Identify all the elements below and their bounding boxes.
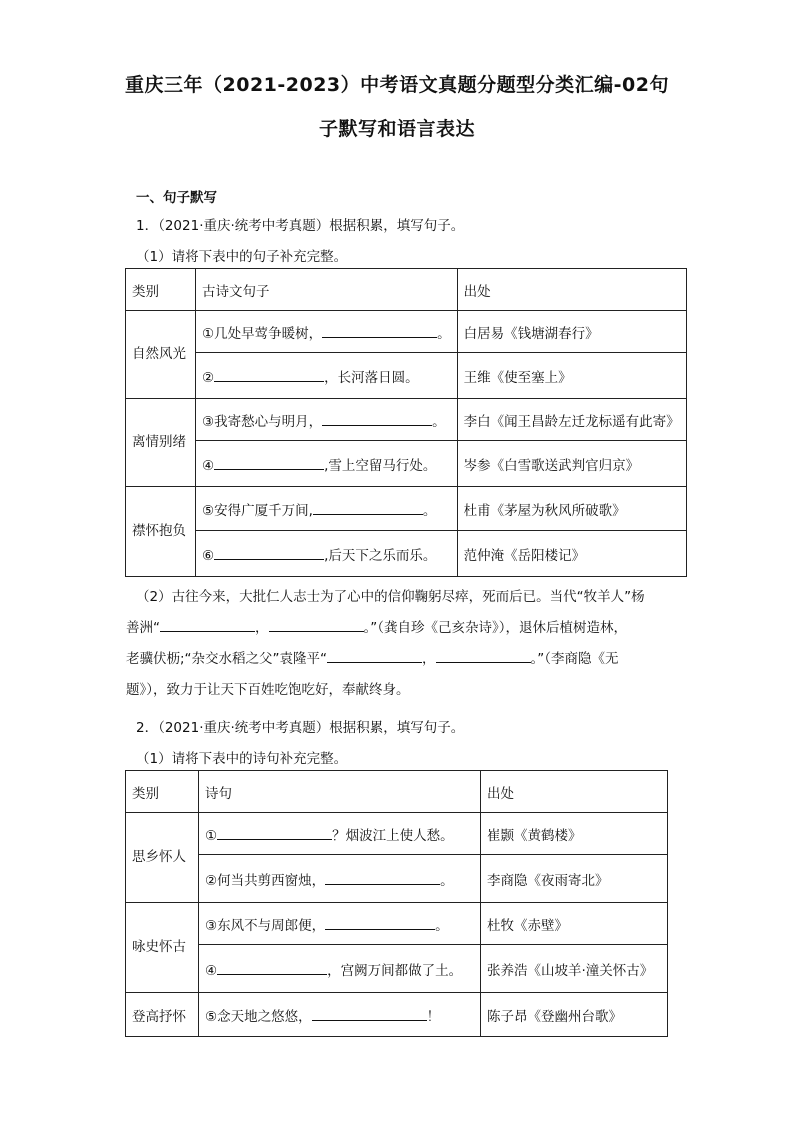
category-cell: 登高抒怀: [126, 993, 199, 1037]
table-row: [126, 487, 687, 531]
source-cell: 杜牧《赤壁》: [481, 903, 668, 945]
source-cell: 李白《闻王昌龄左迁龙标遥有此寄》: [457, 399, 686, 441]
answer-blank[interactable]: [325, 870, 440, 885]
table-row: [126, 903, 668, 945]
question-1-stem: 1．（2021·重庆·统考中考真题）根据积累，填写句子。: [136, 218, 465, 234]
document-title-line2: 子默写和语言表达: [318, 118, 475, 140]
source-cell: 李商隐《夜雨寄北》: [481, 855, 668, 903]
table-row: [126, 855, 668, 903]
paragraph-line: 题》），致力于让天下百姓吃饱吃好，奉献终身。: [126, 682, 410, 698]
sentence-cell: [196, 353, 458, 399]
sentence-prefix: ④: [202, 457, 215, 474]
verse-cell: [199, 903, 481, 945]
text-fragment: 。”（龚自珍《己亥杂诗》），退休后植树造林，: [363, 620, 627, 636]
source-cell: 杜甫《茅屋为秋风所破歌》: [457, 487, 686, 531]
answer-blank[interactable]: [327, 648, 422, 663]
verse-prefix: ③东风不与周郎便，: [205, 917, 326, 934]
sentence-suffix: ，长河落日圆。: [324, 369, 419, 386]
answer-blank[interactable]: [313, 500, 423, 515]
verse-suffix: ，宫阙万间都做了土。: [327, 962, 463, 979]
sentence-prefix: ⑥: [202, 547, 215, 564]
answer-blank[interactable]: [160, 617, 255, 632]
sentence-suffix: ,后天下之乐而乐。: [324, 547, 437, 564]
source-cell: 范仲淹《岳阳楼记》: [457, 531, 686, 577]
source-cell: 陈子昂《登幽州台歌》: [481, 993, 668, 1037]
text-fragment: ，: [422, 651, 436, 667]
verse-prefix: ②何当共剪西窗烛，: [205, 872, 326, 889]
table-row: [126, 399, 687, 441]
verse-prefix: ④: [205, 962, 218, 979]
sentence-suffix: 。: [422, 502, 437, 519]
text-fragment: 。”（李商隐《无: [530, 651, 619, 667]
category-cell: 咏史怀古: [126, 903, 199, 993]
sentence-suffix: ,雪上空留马行处。: [324, 457, 437, 474]
text-fragment: 善洲“: [126, 620, 160, 636]
section-heading-sentence-dictation: 一、句子默写: [136, 190, 217, 206]
paragraph-line: （2）古往今来，大批仁人志士为了心中的信仰鞠躬尽瘁，死而后已。当代“牧羊人”杨: [136, 589, 645, 605]
verse-cell: [199, 993, 481, 1037]
header-verse: 诗句: [199, 771, 481, 813]
header-category: 类别: [126, 771, 199, 813]
answer-blank[interactable]: [436, 648, 531, 663]
source-cell: 岑参《白雪歌送武判官归京》: [457, 441, 686, 487]
table-row: [126, 353, 687, 399]
question-2-table: [125, 770, 668, 1037]
sentence-suffix: 。: [432, 413, 446, 430]
sentence-cell: [196, 531, 458, 577]
header-source: 出处: [457, 269, 686, 311]
question-1-table: [125, 268, 687, 577]
header-source: 出处: [481, 771, 668, 813]
category-cell: 自然风光: [126, 311, 196, 399]
answer-blank[interactable]: [322, 411, 432, 426]
question-2-stem: 2．（2021·重庆·统考中考真题）根据积累，填写句子。: [136, 720, 465, 736]
table-row: [126, 945, 668, 993]
question-1-subquestion-2: [126, 582, 671, 706]
verse-suffix: ！: [426, 1008, 441, 1025]
table-row: [126, 311, 687, 353]
answer-blank[interactable]: [312, 1006, 427, 1021]
answer-blank[interactable]: [217, 825, 332, 840]
source-cell: 王维《使至塞上》: [457, 353, 686, 399]
table-row: [126, 813, 668, 855]
sentence-prefix: ①几处早莺争暖树，: [202, 325, 323, 342]
sentence-suffix: 。: [437, 325, 451, 342]
question-2-subquestion-1: （1）请将下表中的诗句补充完整。: [136, 751, 348, 767]
verse-cell: [199, 945, 481, 993]
table-row: [126, 531, 687, 577]
category-cell: 思乡怀人: [126, 813, 199, 903]
sentence-prefix: ③我寄愁心与明月，: [202, 413, 323, 430]
answer-blank[interactable]: [269, 617, 364, 632]
sentence-prefix: ②: [202, 369, 215, 386]
table-header-row: [126, 269, 687, 311]
table-row: [126, 993, 668, 1037]
paragraph-line: [126, 613, 671, 644]
sentence-prefix: ⑤安得广厦千万间,: [202, 502, 313, 519]
header-sentence: 古诗文句子: [196, 269, 458, 311]
header-category: 类别: [126, 269, 196, 311]
category-cell: 襟怀抱负: [126, 487, 196, 577]
answer-blank[interactable]: [217, 960, 327, 975]
table-header-row: [126, 771, 668, 813]
answer-blank[interactable]: [214, 455, 324, 470]
question-1-subquestion-1: （1）请将下表中的句子补充完整。: [136, 249, 348, 265]
verse-suffix: 。: [440, 872, 454, 889]
text-fragment: 老骥伏枥;“杂交水稻之父”袁隆平“: [126, 651, 328, 667]
sentence-cell: [196, 399, 458, 441]
verse-prefix: ⑤念天地之悠悠，: [205, 1008, 312, 1025]
source-cell: 崔颢《黄鹤楼》: [481, 813, 668, 855]
paragraph-line: [126, 644, 671, 675]
verse-cell: [199, 855, 481, 903]
answer-blank[interactable]: [325, 915, 435, 930]
answer-blank[interactable]: [322, 323, 437, 338]
document-title-line1: 重庆三年（2021-2023）中考语文真题分题型分类汇编-02句: [125, 74, 669, 96]
category-cell: 离情别绪: [126, 399, 196, 487]
answer-blank[interactable]: [214, 367, 324, 382]
sentence-cell: [196, 311, 458, 353]
verse-cell: [199, 813, 481, 855]
sentence-cell: [196, 441, 458, 487]
text-fragment: ，: [255, 620, 269, 636]
table-row: [126, 441, 687, 487]
answer-blank[interactable]: [214, 545, 324, 560]
source-cell: 张养浩《山坡羊·潼关怀古》: [481, 945, 668, 993]
verse-suffix: ？烟波江上使人愁。: [332, 827, 454, 844]
verse-suffix: 。: [435, 917, 449, 934]
verse-prefix: ①: [205, 827, 218, 844]
sentence-cell: [196, 487, 458, 531]
source-cell: 白居易《钱塘湖春行》: [457, 311, 686, 353]
